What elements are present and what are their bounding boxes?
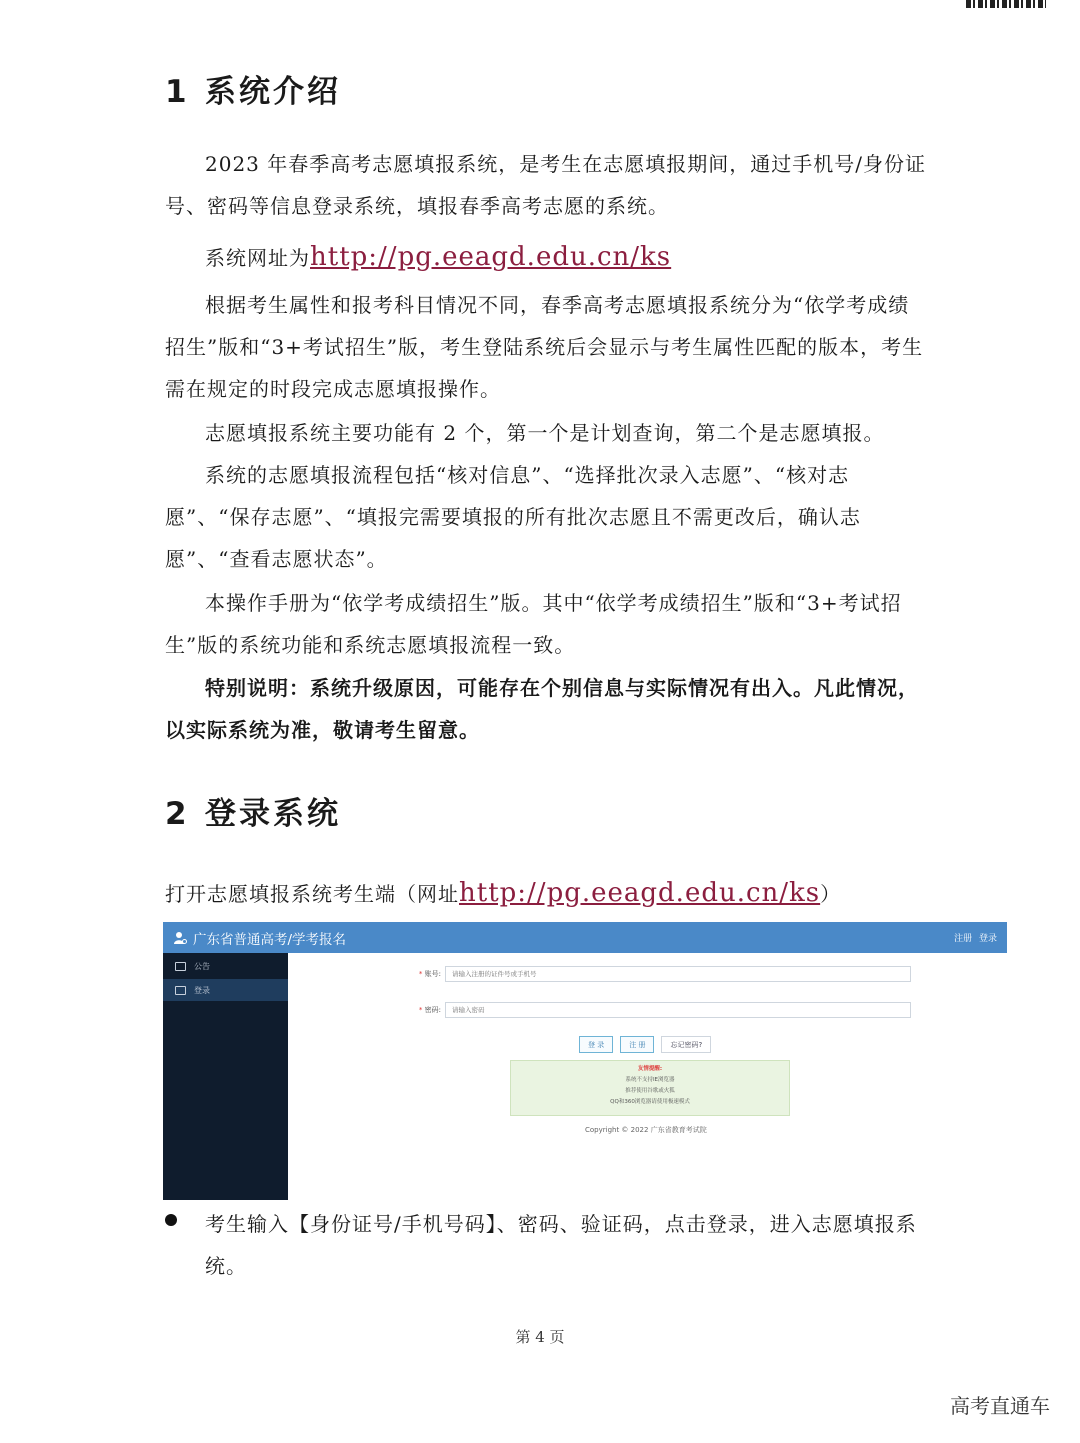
sidebar-item-login[interactable] <box>163 979 288 1001</box>
user-icon <box>173 931 187 945</box>
copyright-text: Copyright © 2022 广东省教育考试院 <box>585 1126 707 1134</box>
account-row <box>413 966 911 982</box>
sidebar-item-label: 公告 <box>194 961 210 971</box>
url-prefix: 系统网址为 <box>205 246 310 270</box>
notice-line: QQ和360浏览器请使用极速模式 <box>610 1099 690 1105</box>
login-button[interactable]: 登 录 <box>579 1036 613 1053</box>
section-number: 2 <box>165 796 190 832</box>
paragraph-special-note: 特别说明：系统升级原因，可能存在个别信息与实际情况有出入。凡此情况，以实际系统为准，敬请考生留意。 <box>165 676 919 742</box>
watermark: 高考直通车 <box>950 1394 1050 1418</box>
login-icon <box>175 986 186 995</box>
sidebar-item-notice[interactable] <box>163 955 288 977</box>
paragraph-open-system <box>165 872 927 915</box>
paragraph-intro: 2023 年春季高考志愿填报系统，是考生在志愿填报期间，通过手机号/身份证号、密码等信息登录系统，填报春季高考志愿的系统。 <box>165 152 926 218</box>
friendly-reminder-box <box>510 1060 790 1116</box>
account-label: * 账号: <box>418 970 441 978</box>
system-url-link[interactable]: http://pg.eeagd.edu.cn/ks <box>310 242 672 272</box>
login-page-screenshot <box>163 922 1007 1200</box>
header-login-link[interactable]: 登录 <box>978 934 997 944</box>
sidebar-item-label: 登录 <box>194 985 210 995</box>
form-buttons <box>579 1036 711 1053</box>
system-url-link-2[interactable]: http://pg.eeagd.edu.cn/ks <box>459 878 821 908</box>
site-title: 广东省普通高考/学考报名 <box>193 931 347 948</box>
paragraph-versions: 根据考生属性和报考科目情况不同，春季高考志愿填报系统分为“依学考成绩招生”版和“3+考试招生”版，考生登陆系统后会显示与考生属性匹配的版本，考生需在规定的时段完成志愿填报操作。 <box>165 293 924 401</box>
paragraph-manual: 本操作手册为“依学考成绩招生”版。其中“依学考成绩招生”版和“3+考试招生”版的系统功能和系统志愿填报流程一致。 <box>165 591 902 657</box>
section-heading-2 <box>165 788 341 833</box>
open-prefix: 打开志愿填报系统考生端（网址 <box>165 882 459 906</box>
section-number: 1 <box>165 74 190 110</box>
account-input[interactable] <box>445 966 911 982</box>
password-input[interactable] <box>445 1002 911 1018</box>
sidebar <box>163 953 288 1200</box>
notice-line: 系统不支持IE浏览器 <box>625 1077 675 1083</box>
register-button[interactable]: 注 册 <box>620 1036 654 1053</box>
section-heading-1 <box>165 66 341 111</box>
paragraph-url <box>165 236 927 279</box>
section-title: 登录系统 <box>205 796 341 832</box>
notice-title: 友情提醒: <box>637 1066 663 1072</box>
screenshot-header <box>163 922 1007 953</box>
password-row <box>413 1002 911 1018</box>
forgot-password-button[interactable]: 忘记密码? <box>661 1036 711 1053</box>
paragraph-process: 系统的志愿填报流程包括“核对信息”、“选择批次录入志愿”、“核对志愿”、“保存志愿”、“填报完需要填报的所有批次志愿且不需更改后，确认志愿”、“查看志愿状态”。 <box>165 463 861 571</box>
page-number: 第 4 页 <box>515 1328 565 1346</box>
bullet-text: 考生输入【身份证号/手机号码】、密码、验证码，点击登录，进入志愿填报系统。 <box>205 1212 917 1278</box>
open-suffix: ） <box>820 882 842 906</box>
notice-line: 推荐使用谷歌或火狐 <box>625 1088 675 1094</box>
paragraph-functions: 志愿填报系统主要功能有 2 个，第一个是计划查询，第二个是志愿填报。 <box>205 421 885 445</box>
header-register-link[interactable]: 注册 <box>954 934 973 944</box>
section-title: 系统介绍 <box>205 74 341 110</box>
bullet-point <box>165 1214 177 1226</box>
password-label: * 密码: <box>418 1006 441 1014</box>
notice-icon <box>175 962 186 971</box>
qr-code-fragment <box>966 0 1046 8</box>
